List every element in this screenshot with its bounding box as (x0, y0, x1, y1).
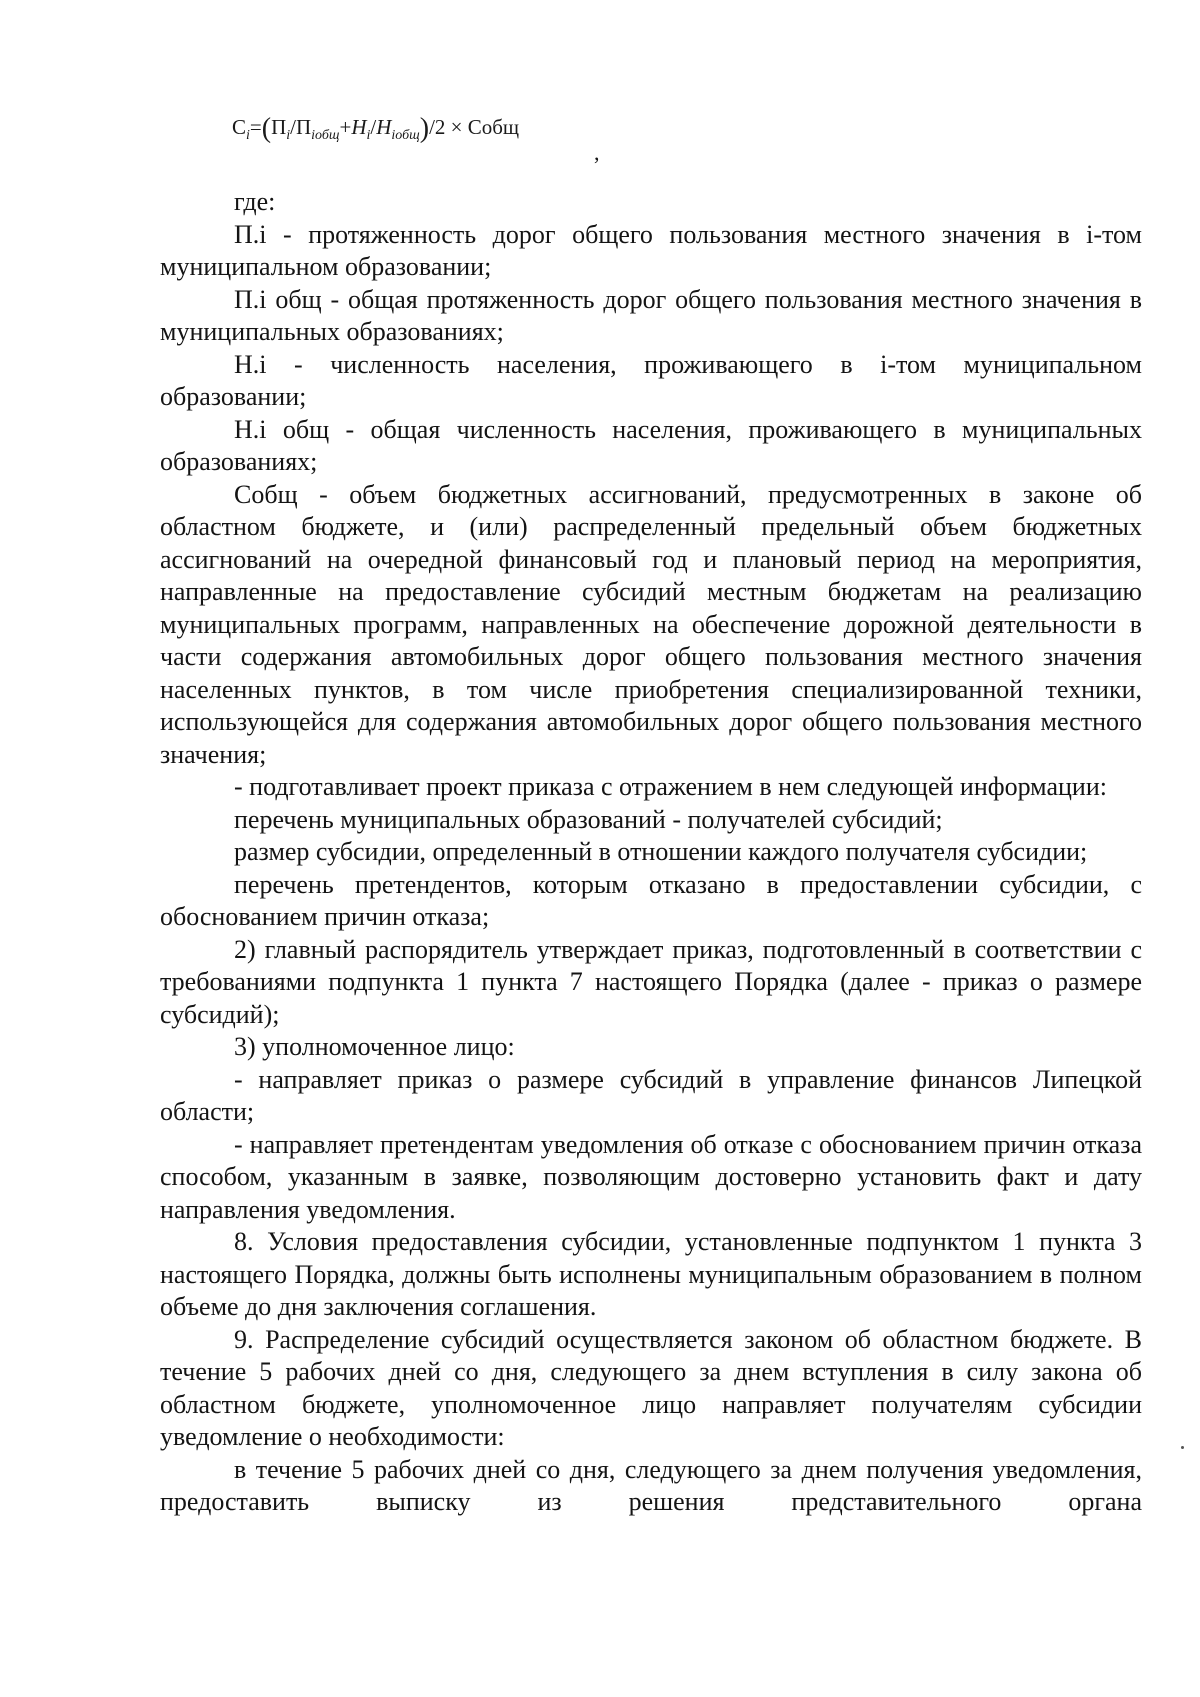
paragraph-def-p-total: П.i общ - общая протяженность дорог общего пользования местного значения в муниципальных образованиях; (160, 284, 1142, 346)
document-body (160, 186, 1142, 1519)
paragraph-recipients-list: перечень муниципальных образований - получателей субсидий; (234, 804, 943, 834)
paragraph-item-9: 9. Распределение субсидий осуществляется законом об областном бюджете. В течение 5 рабочих дней со дня, следующего за днем вступления в силу закона об областном бюджете, уполномоченное лицо направляет получателям субсидии уведомление о необходимости: (160, 1324, 1142, 1451)
paragraph-within-5-days: в течение 5 рабочих дней со дня, следующего за днем получения уведомления, предоставить выписку из решения представительного органа (160, 1454, 1142, 1516)
subsidy-formula: $С_i=(П_i/П_{iобщ}+Н_i/Н_{iобщ})/2$ × Собщ (232, 113, 520, 144)
paragraph-refused-list: перечень претендентов, которым отказано в предоставлении субсидии, с обоснованием причин отказа; (160, 869, 1142, 931)
paragraph-where: где: (234, 187, 276, 216)
scan-speck (1181, 1446, 1184, 1449)
paragraph-subsidy-size: размер субсидии, определенный в отношении каждого получателя субсидии; (234, 837, 1088, 866)
paragraph-item-3: 3) уполномоченное лицо: (234, 1032, 515, 1061)
paragraph-item-8: 8. Условия предоставления субсидии, установленные подпунктом 1 пункта 3 настоящего Порядка, должны быть исполнены муниципальным образованием в полном объеме до дня заключения соглашения. (160, 1227, 1142, 1321)
paragraph-def-h-i: Н.i - численность населения, проживающего в i-том муниципальном образовании; (160, 349, 1142, 411)
paragraph-item-2: 2) главный распорядитель утверждает приказ, подготовленный в соответствии с требованиями подпункта 1 пункта 7 настоящего Порядка (далее - приказ о размере субсидий); (160, 934, 1142, 1029)
formula-comma: , (594, 140, 600, 165)
paragraph-sends-order: - направляет приказ о размере субсидий в управление финансов Липецкой области; (160, 1064, 1142, 1126)
paragraph-def-c-total: Собщ - объем бюджетных ассигнований, предусмотренных в законе об областном бюджете, и (или) распределенный предельный объем бюджетных ассигнований на очередной финансовый год и плановый период на мероприятия, направленные на предоставление субсидий местным бюджетам на реализацию муниципальных программ, направленных на обеспечение дорожной деятельности в части содержания автомобильных дорог общего пользования местного значения населенных пунктов, в том числе приобретения специализированной техники, использующейся для содержания автомобильных дорог общего пользования местного значения; (160, 479, 1142, 769)
paragraph-prepares-order: - подготавливает проект приказа с отражением в нем следующей информации: (234, 772, 1107, 801)
paragraph-sends-refusals: - направляет претендентам уведомления об отказе с обоснованием причин отказа способом, указанным в заявке, позволяющим достоверно установить факт и дату направления уведомления. (160, 1129, 1142, 1224)
paragraph-def-p-i: П.i - протяженность дорог общего пользования местного значения в i-том муниципальном образовании; (160, 219, 1142, 281)
paragraph-def-h-total: Н.i общ - общая численность населения, проживающего в муниципальных образованиях; (160, 414, 1142, 476)
